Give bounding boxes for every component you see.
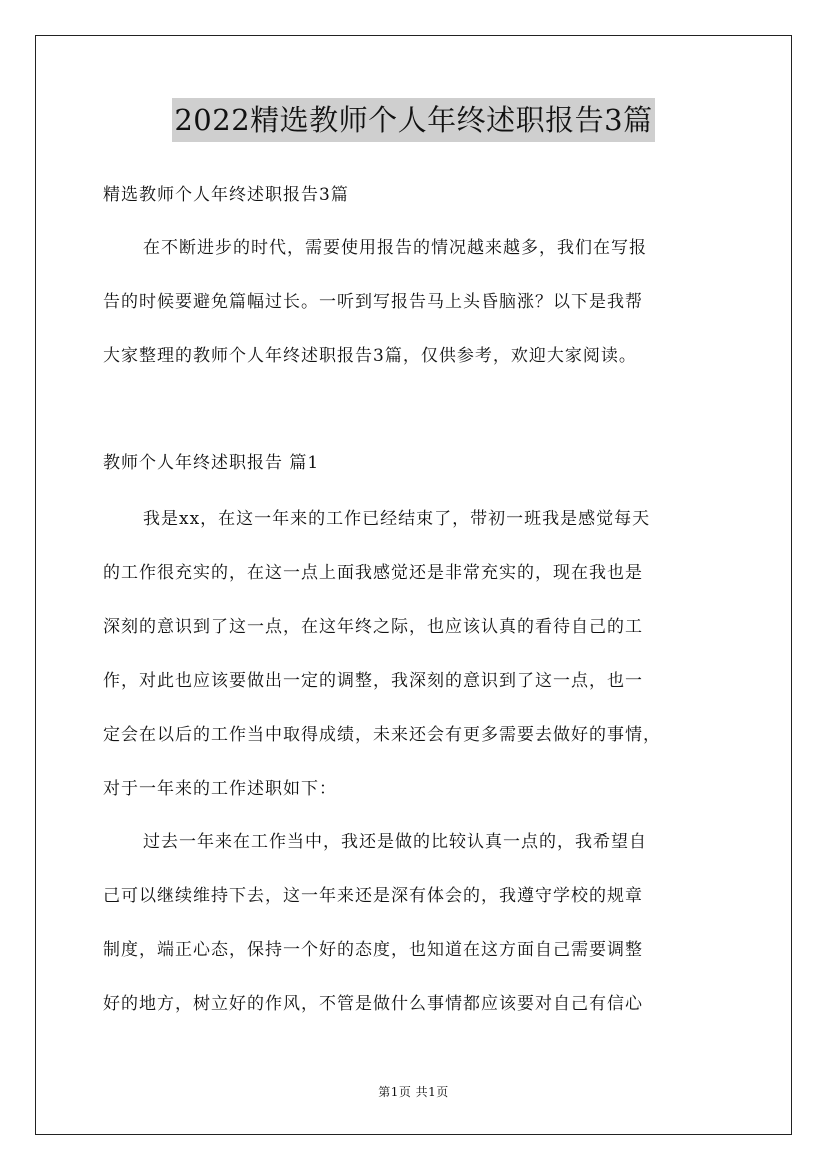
body-paragraph-2 bbox=[103, 815, 728, 1031]
intro-line: 在不断进步的时代，需要使用报告的情况越来越多，我们在写报 bbox=[143, 238, 647, 258]
paragraph-line: 定会在以后的工作当中取得成绩，未来还会有更多需要去做好的事情， bbox=[103, 725, 661, 745]
paragraph-line: 制度，端正心态，保持一个好的态度，也知道在这方面自己需要调整 bbox=[103, 940, 643, 960]
page-number: 第1页 共1页 bbox=[378, 1085, 449, 1099]
paragraph-line: 对于一年来的工作述职如下： bbox=[103, 779, 337, 799]
subtitle-text: 精选教师个人年终述职报告3篇 bbox=[103, 185, 349, 205]
document-subtitle bbox=[103, 168, 728, 222]
intro-line: 大家整理的教师个人年终述职报告3篇，仅供参考，欢迎大家阅读。 bbox=[103, 346, 637, 366]
paragraph-line: 好的地方，树立好的作风，不管是做什么事情都应该要对自己有信心 bbox=[103, 994, 643, 1014]
document-title: 2022精选教师个人年终述职报告3篇 bbox=[172, 98, 654, 142]
page-footer bbox=[0, 1082, 827, 1102]
intro-line: 告的时候要避免篇幅过长。一听到写报告马上头昏脑涨？以下是我帮 bbox=[103, 292, 643, 312]
paragraph-line: 过去一年来在工作当中，我还是做的比较认真一点的，我希望自 bbox=[143, 832, 647, 852]
section-title-text: 教师个人年终述职报告 篇1 bbox=[103, 453, 320, 473]
intro-paragraph bbox=[103, 221, 728, 383]
body-paragraph-1 bbox=[103, 492, 728, 816]
paragraph-line: 我是xx，在这一年来的工作已经结束了，带初一班我是感觉每天 bbox=[143, 509, 651, 529]
paragraph-line: 的工作很充实的，在这一点上面我感觉还是非常充实的，现在我也是 bbox=[103, 563, 643, 583]
paragraph-line: 深刻的意识到了这一点，在这年终之际，也应该认真的看待自己的工 bbox=[103, 617, 643, 637]
title-wrapper bbox=[0, 98, 827, 142]
paragraph-line: 己可以继续维持下去，这一年来还是深有体会的，我遵守学校的规章 bbox=[103, 886, 643, 906]
paragraph-line: 作，对此也应该要做出一定的调整，我深刻的意识到了这一点，也一 bbox=[103, 671, 643, 691]
section-heading bbox=[103, 436, 728, 490]
